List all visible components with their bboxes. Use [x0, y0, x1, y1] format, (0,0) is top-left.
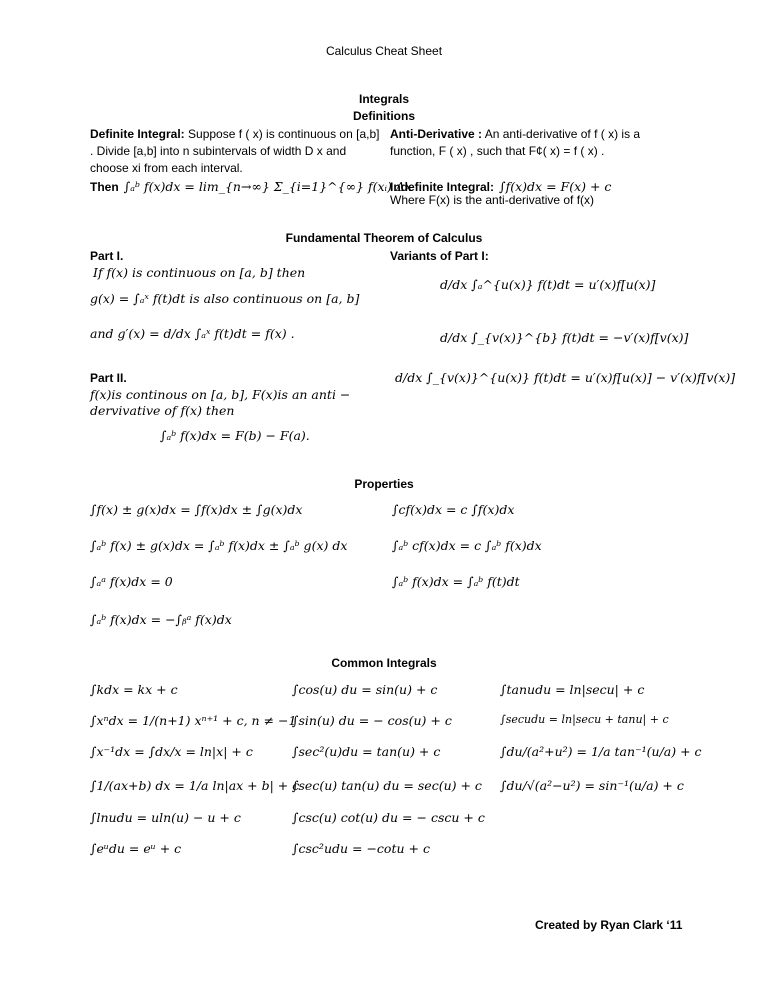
common-col1-3: ∫x⁻¹dx = ∫dx/x = ln|x| + c — [90, 744, 253, 759]
property-right-2: ∫ₐᵇ cf(x)dx = c ∫ₐᵇ f(x)dx — [392, 538, 542, 553]
property-left-4: ∫ₐᵇ f(x)dx = −∫ᵦᵃ f(x)dx — [90, 612, 232, 627]
variant-2: d/dx ∫_{v(x)}^{b} f(t)dt = −v′(x)f[v(x)] — [440, 330, 689, 345]
page-title: Calculus Cheat Sheet — [325, 44, 443, 58]
common-col1-5: ∫lnudu = uln(u) − u + c — [90, 810, 241, 825]
part1-line3: and g′(x) = d/dx ∫ₐˣ f(t)dt = f(x) . — [90, 326, 295, 341]
definite-integral-text: Suppose f ( x) is continuous on [a,b] . Divide [a,b] into n subintervals of width D x and choose xi from each interval. — [90, 127, 380, 175]
property-left-2: ∫ₐᵇ f(x) ± g(x)dx = ∫ₐᵇ f(x)dx ± ∫ₐᵇ g(x) dx — [90, 538, 348, 553]
common-col1-4: ∫1/(ax+b) dx = 1/a ln|ax + b| + c — [90, 778, 300, 793]
anti-derivative-label: Anti-Derivative : — [390, 127, 483, 141]
footer-credit: Created by Ryan Clark ‘11 — [535, 918, 683, 932]
ftc-heading: Fundamental Theorem of Calculus — [285, 231, 483, 245]
part2-line1: f(x)is continous on [a, b], F(x)is an anti − — [90, 387, 351, 402]
common-integrals-heading: Common Integrals — [331, 656, 437, 670]
common-col3-4: ∫du/√(a²−u²) = sin⁻¹(u/a) + c — [500, 778, 684, 793]
common-col3-2: ∫secudu = ln|secu + tanu| + c — [500, 713, 669, 726]
common-col3-3: ∫du/(a²+u²) = 1/a tan⁻¹(u/a) + c — [500, 744, 702, 759]
common-col3-1: ∫tanudu = ln|secu| + c — [500, 682, 645, 697]
part2-line3: ∫ₐᵇ f(x)dx = F(b) − F(a). — [160, 428, 310, 443]
variant-3: d/dx ∫_{v(x)}^{u(x)} f(t)dt = u′(x)f[u(x)] − v′(x)f[v(x)] — [395, 370, 736, 385]
part1-label: Part I. — [90, 249, 124, 263]
properties-heading: Properties — [354, 477, 414, 491]
anti-derivative-definition — [390, 126, 680, 160]
definite-integral-formula: ∫ₐᵇ f(x)dx = lim_{n→∞} Σ_{i=1}^{∞} f(xᵢ) Δx — [123, 179, 412, 194]
common-col2-6: ∫csc²udu = −cotu + c — [292, 841, 430, 856]
common-col2-2: ∫sin(u) du = − cos(u) + c — [292, 713, 452, 728]
common-col1-6: ∫eᵘdu = eᵘ + c — [90, 841, 182, 856]
common-col1-2: ∫xⁿdx = 1/(n+1) xⁿ⁺¹ + c, n ≠ −1 — [90, 713, 297, 728]
property-left-1: ∫f(x) ± g(x)dx = ∫f(x)dx ± ∫g(x)dx — [90, 502, 303, 517]
indefinite-integral-formula: ∫f(x)dx = F(x) + c — [499, 179, 612, 194]
property-right-1: ∫cf(x)dx = c ∫f(x)dx — [392, 502, 515, 517]
anti-derivative-text: An anti-derivative of f ( x) is a function, F ( x) , such that F¢( x) = f ( x) . — [390, 127, 641, 158]
variants-label: Variants of Part I: — [390, 249, 489, 263]
definite-integral-then: Then — [90, 180, 119, 194]
common-col2-5: ∫csc(u) cot(u) du = − cscu + c — [292, 810, 485, 825]
definite-integral-label: Definite Integral: — [90, 127, 185, 141]
indefinite-integral-note: Where F(x) is the anti-derivative of f(x) — [390, 193, 595, 207]
property-right-3: ∫ₐᵇ f(x)dx = ∫ₐᵇ f(t)dt — [392, 574, 520, 589]
integrals-heading: Integrals — [358, 92, 409, 106]
part1-line2: g(x) = ∫ₐˣ f(t)dt is also continuous on [a, b] — [90, 291, 360, 306]
definite-integral-limit — [90, 176, 412, 196]
indefinite-integral-label: Indefinite Integral: — [390, 180, 495, 194]
part2-line2: dervivative of f(x) then — [90, 403, 235, 418]
definite-integral-definition — [90, 126, 382, 177]
part1-line1: If f(x) is continuous on [a, b] then — [93, 265, 306, 280]
common-col2-3: ∫sec²(u)du = tan(u) + c — [292, 744, 441, 759]
variant-1: d/dx ∫ₐ^{u(x)} f(t)dt = u′(x)f[u(x)] — [440, 277, 656, 292]
part2-label: Part II. — [90, 371, 127, 385]
definitions-heading: Definitions — [353, 109, 415, 123]
common-col1-1: ∫kdx = kx + c — [90, 682, 178, 697]
property-left-3: ∫ₐᵃ f(x)dx = 0 — [90, 574, 173, 589]
common-col2-4: ∫sec(u) tan(u) du = sec(u) + c — [292, 778, 482, 793]
common-col2-1: ∫cos(u) du = sin(u) + c — [292, 682, 438, 697]
